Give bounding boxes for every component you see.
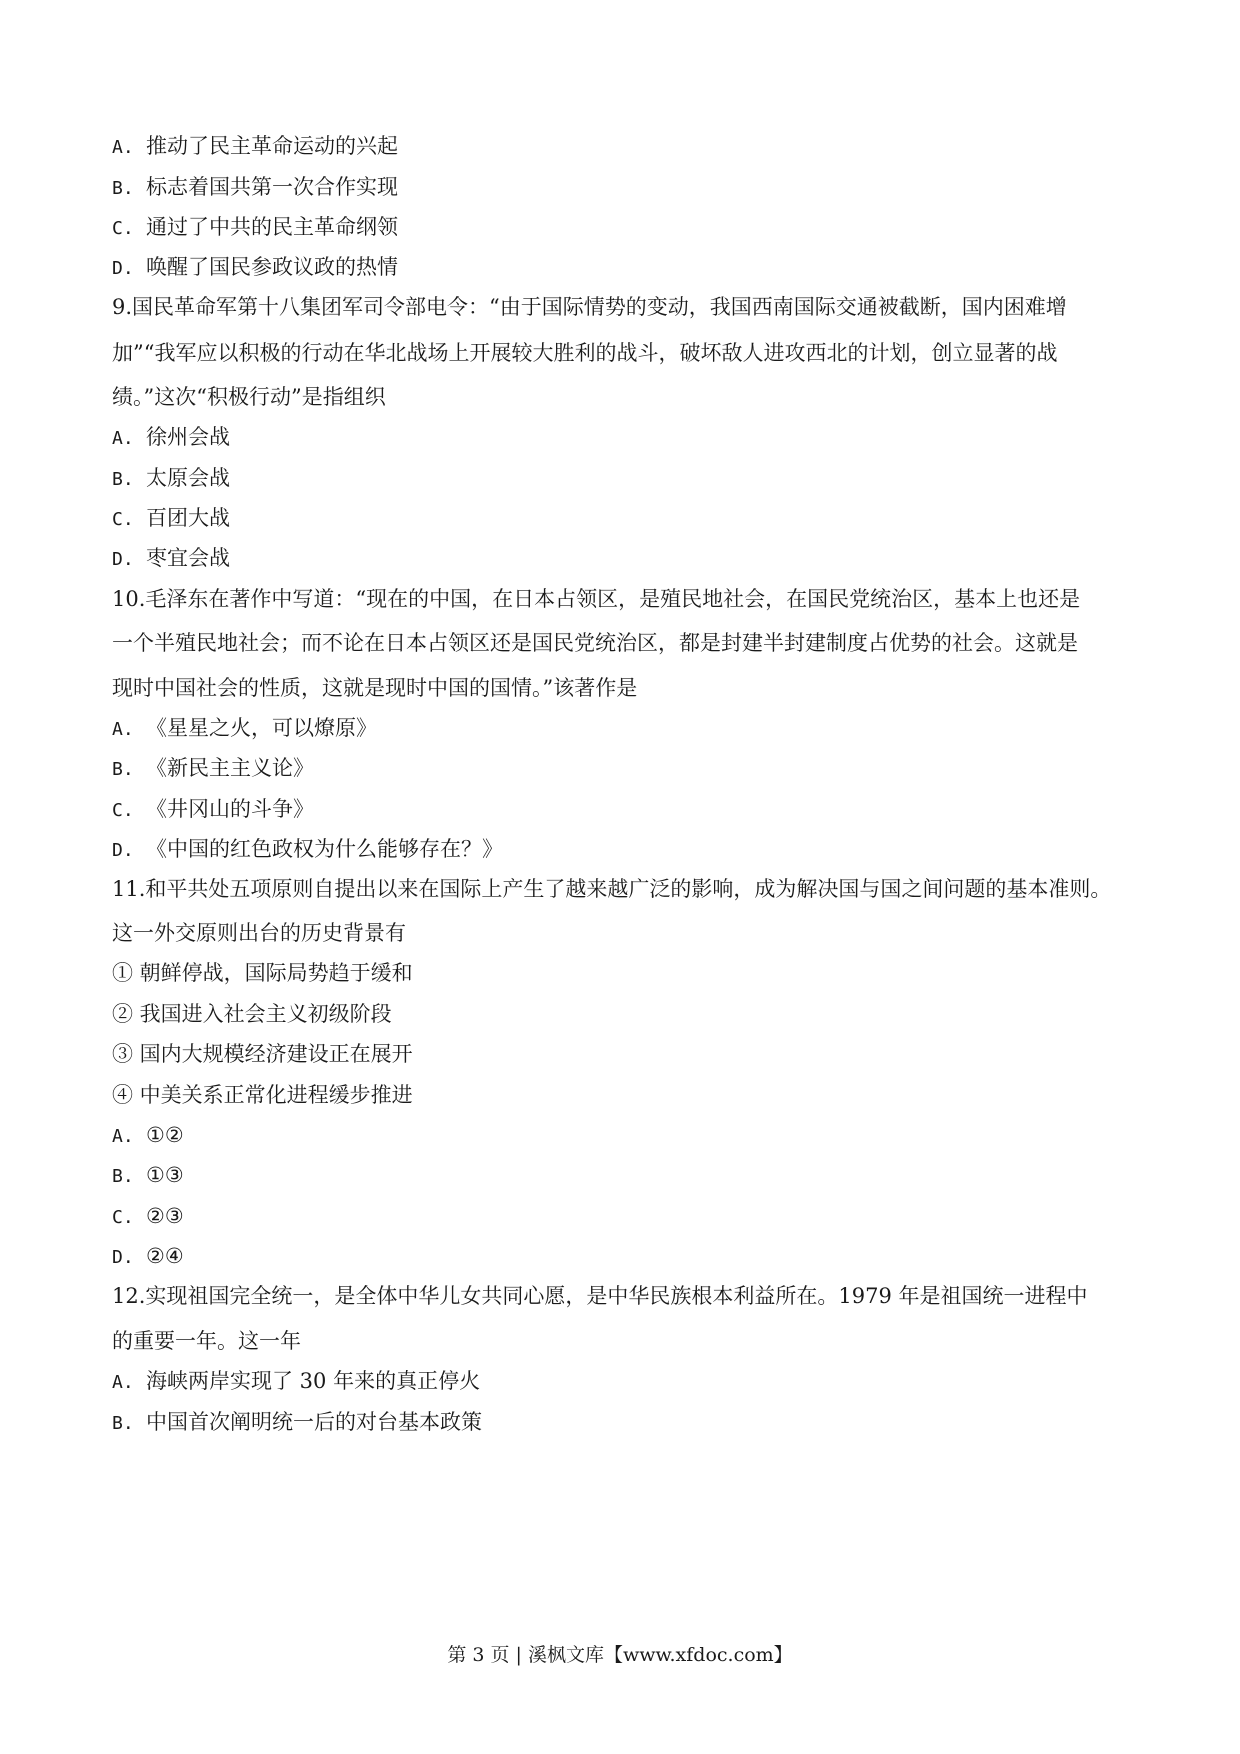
q10-option-c: C. 《井冈山的斗争》 bbox=[112, 797, 314, 821]
q11-statement-4: ④ 中美关系正常化进程缓步推进 bbox=[112, 1083, 413, 1107]
q11-option-b: B. ①③ bbox=[112, 1163, 184, 1187]
q12-stem-line-2: 的重要一年。这一年 bbox=[112, 1329, 301, 1353]
q9-stem-line-3: 绩。”这次“积极行动”是指组织 bbox=[112, 385, 386, 409]
page-footer: 第 3 页 | 溪枫文库【www.xfdoc.com】 bbox=[447, 1644, 793, 1666]
q11-option-c: C. ②③ bbox=[112, 1204, 184, 1228]
q9-option-a: A. 徐州会战 bbox=[112, 425, 230, 449]
q10-stem-line-1: 10.毛泽东在著作中写道：“现在的中国，在日本占领区，是殖民地社会，在国民党统治区，基本上也还是 bbox=[112, 587, 1081, 611]
q10-stem-line-2: 一个半殖民地社会；而不论在日本占领区还是国民党统治区，都是封建半封建制度占优势的社会。这就是 bbox=[112, 631, 1078, 655]
q10-option-d: D. 《中国的红色政权为什么能够存在？》 bbox=[112, 837, 503, 861]
q8-option-c: C. 通过了中共的民主革命纲领 bbox=[112, 215, 398, 239]
q10-option-b: B. 《新民主主义论》 bbox=[112, 756, 314, 780]
q11-statement-1: ① 朝鲜停战，国际局势趋于缓和 bbox=[112, 961, 413, 985]
q10-stem-line-3: 现时中国社会的性质，这就是现时中国的国情。”该著作是 bbox=[112, 676, 638, 700]
q12-option-b: B. 中国首次阐明统一后的对台基本政策 bbox=[112, 1410, 482, 1434]
q9-stem-line-2: 加”“我军应以积极的行动在华北战场上开展较大胜利的战斗，破坏敌人进攻西北的计划，创立显著的战 bbox=[112, 341, 1058, 365]
q12-option-a: A. 海峡两岸实现了 30 年来的真正停火 bbox=[112, 1369, 481, 1393]
q11-statement-3: ③ 国内大规模经济建设正在展开 bbox=[112, 1042, 413, 1066]
q10-option-a: A. 《星星之火，可以燎原》 bbox=[112, 716, 377, 740]
q8-option-d: D. 唤醒了国民参政议政的热情 bbox=[112, 255, 398, 279]
q9-option-b: B. 太原会战 bbox=[112, 466, 230, 490]
q8-option-a: A. 推动了民主革命运动的兴起 bbox=[112, 134, 398, 158]
q9-stem-line-1: 9.国民革命军第十八集团军司令部电令：“由于国际情势的变动，我国西南国际交通被截断，国内困难增 bbox=[112, 295, 1067, 319]
q11-statement-2: ② 我国进入社会主义初级阶段 bbox=[112, 1002, 392, 1026]
q11-option-a: A. ①② bbox=[112, 1123, 184, 1147]
q8-option-b: B. 标志着国共第一次合作实现 bbox=[112, 175, 398, 199]
q11-stem-line-2: 这一外交原则出台的历史背景有 bbox=[112, 921, 406, 945]
q9-option-c: C. 百团大战 bbox=[112, 506, 230, 530]
q9-option-d: D. 枣宜会战 bbox=[112, 546, 230, 570]
q11-option-d: D. ②④ bbox=[112, 1244, 184, 1268]
q11-stem-line-1: 11.和平共处五项原则自提出以来在国际上产生了越来越广泛的影响，成为解决国与国之间问题的基本准则。 bbox=[112, 877, 1112, 901]
q12-stem-line-1: 12.实现祖国完全统一，是全体中华儿女共同心愿，是中华民族根本利益所在。1979 年是祖国统一进程中 bbox=[112, 1284, 1088, 1308]
